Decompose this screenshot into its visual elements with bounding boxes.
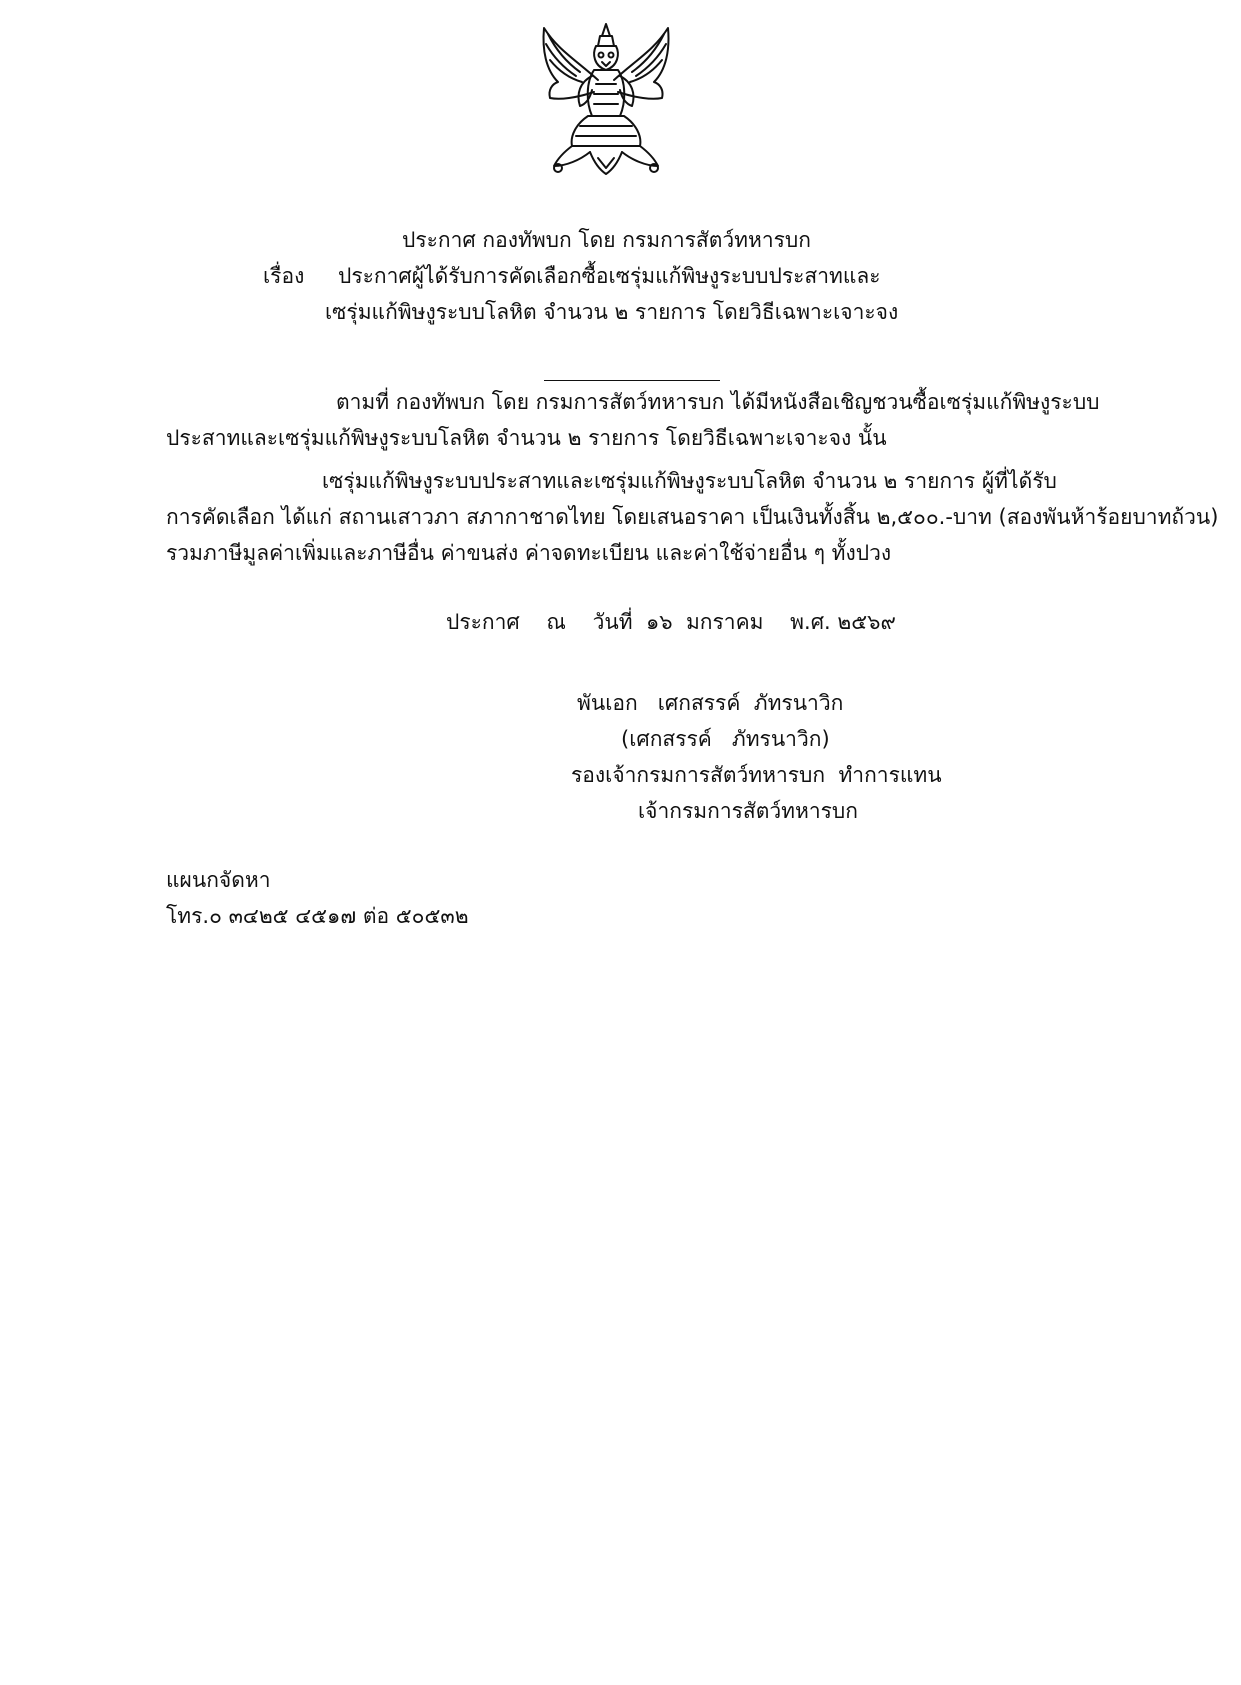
header-divider <box>544 380 720 381</box>
garuda-emblem-icon <box>536 20 676 178</box>
signer-position-1: รองเจ้ากรมการสัตว์ทหารบก ทำการแทน <box>571 763 942 787</box>
signer-printed-name: (เศกสรรค์ ภัทรนาวิก) <box>621 727 830 751</box>
subject-label: เรื่อง <box>263 264 305 288</box>
body-line-5: รวมภาษีมูลค่าเพิ่มและภาษีอื่น ค่าขนส่ง ค่าจดทะเบียน และค่าใช้จ่ายอื่น ๆ ทั้งปวง <box>166 541 892 565</box>
signer-name: พันเอก เศกสรรค์ ภัทรนาวิก <box>577 691 844 715</box>
announcement-date: ประกาศ ณ วันที่ ๑๖ มกราคม พ.ศ. ๒๕๖๙ <box>446 610 896 634</box>
body-line-3: เซรุ่มแก้พิษงูระบบประสาทและเซรุ่มแก้พิษงูระบบโลหิต จำนวน ๒ รายการ ผู้ที่ได้รับ <box>322 469 1057 493</box>
body-line-2: ประสาทและเซรุ่มแก้พิษงูระบบโลหิต จำนวน ๒ รายการ โดยวิธีเฉพาะเจาะจง นั้น <box>166 426 887 450</box>
body-line-1: ตามที่ กองทัพบก โดย กรมการสัตว์ทหารบก ได้มีหนังสือเชิญชวนซื้อเซรุ่มแก้พิษงูระบบ <box>336 390 1100 414</box>
header-title: ประกาศ กองทัพบก โดย กรมการสัตว์ทหารบก <box>402 228 811 252</box>
subject-line-1: ประกาศผู้ได้รับการคัดเลือกซื้อเซรุ่มแก้พิษงูระบบประสาทและ <box>338 264 881 288</box>
footer-department: แผนกจัดหา <box>166 868 271 892</box>
footer-phone: โทร.๐ ๓๔๒๕ ๔๕๑๗ ต่อ ๕๐๕๓๒ <box>166 904 469 928</box>
subject-line-2: เซรุ่มแก้พิษงูระบบโลหิต จำนวน ๒ รายการ โดยวิธีเฉพาะเจาะจง <box>325 300 899 324</box>
signer-position-2: เจ้ากรมการสัตว์ทหารบก <box>638 799 858 823</box>
body-line-4: การคัดเลือก ได้แก่ สถานเสาวภา สภากาชาดไทย โดยเสนอราคา เป็นเงินทั้งสิ้น ๒,๕๐๐.-บาท (สองพันห้าร้อยบาทถ้วน) <box>166 505 1219 529</box>
